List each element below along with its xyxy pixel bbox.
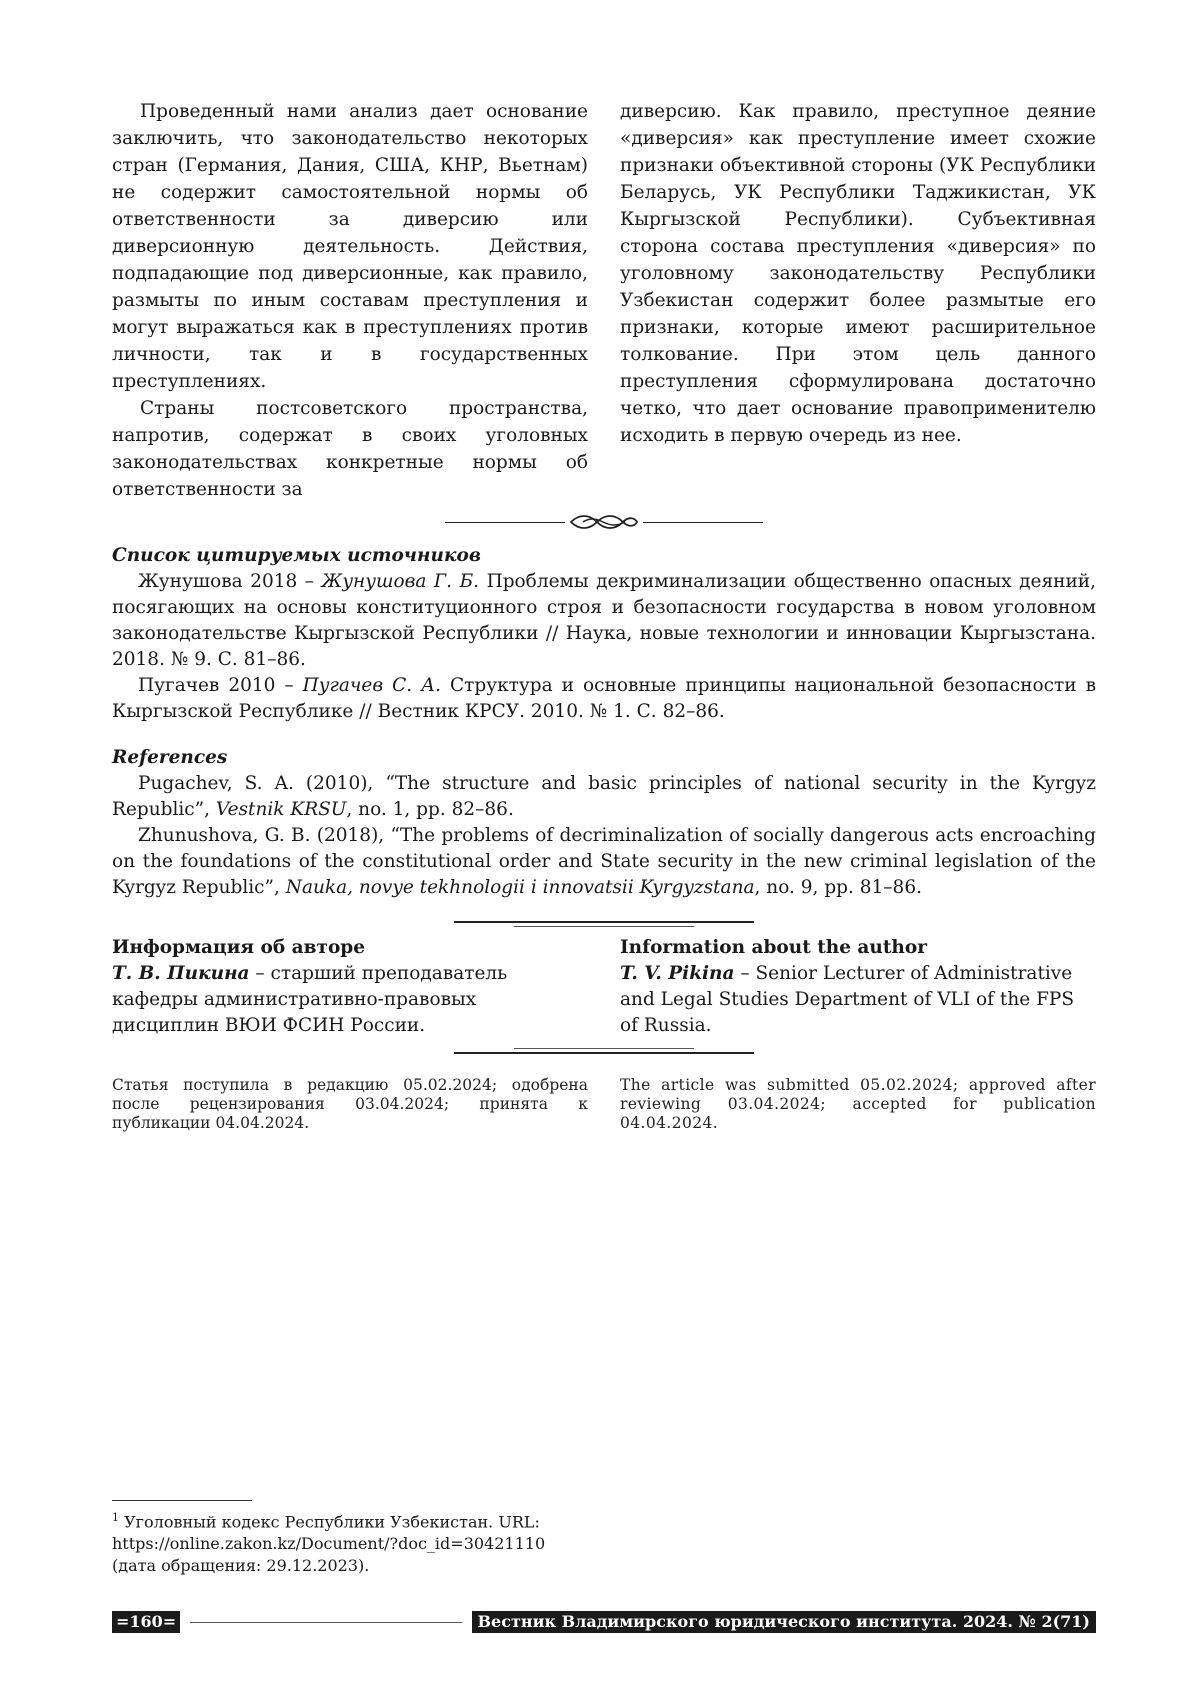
author-position: – Senior Lecturer of Administrative and Legal Studies Department of VLI of the FPS of Russia. [620, 963, 1075, 1036]
page-number: =160= [112, 1611, 180, 1633]
reference-text: Zhunushova, G. B. (2018), “The problems of decriminalization of socially dangerous acts encroaching on the foundations of the constitutional order and State security in the new criminal legislation of the Kyrgyz Republic”, [112, 825, 1096, 898]
body-left-column [112, 98, 588, 503]
source-author: Пугачев С. А. [302, 675, 442, 696]
flourish-icon [569, 512, 639, 532]
article-history-columns [112, 1076, 1096, 1133]
source-item [112, 569, 1096, 673]
body-right-column [620, 98, 1096, 503]
references-section [112, 745, 1096, 901]
cited-sources-section [112, 543, 1096, 725]
footnote-area [112, 1500, 588, 1577]
author-name: Т. В. Пикина [112, 963, 250, 984]
source-text: Проблемы декриминализации общественно опасных деяний, посягающих на основы конституционного строя и безопасности государства в новом уголовном законодательстве Кыргызской Республики // Наука, новые технологии и инновации Кыргызстана. 2018. № 9. С. 81–86. [112, 571, 1097, 670]
source-text: Структура и основные принципы национальной безопасности в Кыргызской Республике // Вестник КРСУ. 2010. № 1. С. 82–86. [112, 675, 1096, 722]
reference-item [112, 823, 1096, 901]
footnote-mark: 1 [112, 1511, 119, 1524]
reference-journal: Nauka, novye tekhnologii i innovatsii Kyrgyzstana [285, 877, 755, 898]
body-paragraph: Страны постсоветского пространства, напротив, содержат в своих уголовных законодательствах конкретные нормы об ответственности за [112, 398, 588, 500]
author-divider-top [112, 921, 1096, 927]
footnote [112, 1507, 588, 1577]
source-lead: Пугачев 2010 – [138, 675, 303, 696]
footer-rule [190, 1622, 461, 1623]
page-footer [112, 1611, 1096, 1633]
reference-journal: Vestnik KRSU [215, 799, 347, 820]
author-info-text-ru [112, 961, 588, 1039]
body-paragraph: диверсию. Как правило, преступное деяние «диверсия» как преступление имеет схожие признаки объективной стороны (УК Республики Беларусь, УК Республики Таджикистан, УК Кыргызской Республики). Субъективная сторона состава преступления «диверсия» по уголовному законодательству Республики Узбекистан содержит более размытые его признаки, которые имеют расширительное толкование. При этом цель данного преступления сформулирована достаточно четко, что дает основание правоприменителю исходить в первую очередь из нее. [620, 101, 1096, 446]
reference-item [112, 771, 1096, 823]
author-info-heading-en: Information about the author [620, 937, 927, 958]
body-columns [112, 98, 1096, 503]
reference-details: , no. 9, pp. 81–86. [754, 877, 922, 898]
article-history-ru: Статья поступила в редакцию 05.02.2024; одобрена после рецензирования 03.04.2024; принята к публикации 04.04.2024. [112, 1076, 588, 1132]
body-paragraph: Проведенный нами анализ дает основание заключить, что законодательство некоторых стран (Германия, Дания, США, КНР, Вьетнам) не содержит самостоятельной нормы об ответственности за диверсию или диверсионную деятельность. Действия, подпадающие под диверсионные, как правило, размыты по иным составам преступления и могут выражаться как в преступлениях против личности, так и в государственных преступлениях. [112, 101, 588, 392]
author-info-en [620, 935, 1096, 1039]
references-heading: References [112, 747, 228, 768]
author-position: – старший преподаватель кафедры административно-правовых дисциплин ВЮИ ФСИН России. [112, 963, 508, 1036]
author-info-ru [112, 935, 588, 1039]
source-author: Жунушова Г. Б. [321, 571, 480, 592]
source-lead: Жунушова 2018 – [138, 571, 322, 592]
reference-text: Pugachev, S. A. (2010), “The structure and basic principles of national security in the Kyrgyz Republic”, [112, 773, 1096, 820]
footnote-text: Уголовный кодекс Республики Узбекистан. URL: https://online.zakon.kz/Document/?doc_id=30421110 (дата обращения: 29.12.2023). [112, 1512, 546, 1576]
author-divider-bottom [112, 1045, 1096, 1054]
divider-line-right [643, 522, 763, 523]
journal-title: Вестник Владимирского юридического института. 2024. № 2(71) [472, 1611, 1096, 1633]
author-info-heading-ru: Информация об авторе [112, 937, 366, 958]
author-info-columns [112, 935, 1096, 1039]
article-history-en: The article was submitted 05.02.2024; approved after reviewing 03.04.2024; accepted for publication 04.04.2024. [620, 1076, 1096, 1132]
page-content [112, 98, 1096, 1133]
footnote-rule [112, 1500, 252, 1501]
reference-details: , no. 1, pp. 82–86. [346, 799, 514, 820]
source-item [112, 673, 1096, 725]
author-info-text-en [620, 961, 1096, 1039]
section-divider-ornament [112, 511, 1096, 533]
author-name: T. V. Pikina [620, 963, 735, 984]
divider-line-left [445, 522, 565, 523]
cited-sources-heading: Список цитируемых источников [112, 545, 481, 566]
